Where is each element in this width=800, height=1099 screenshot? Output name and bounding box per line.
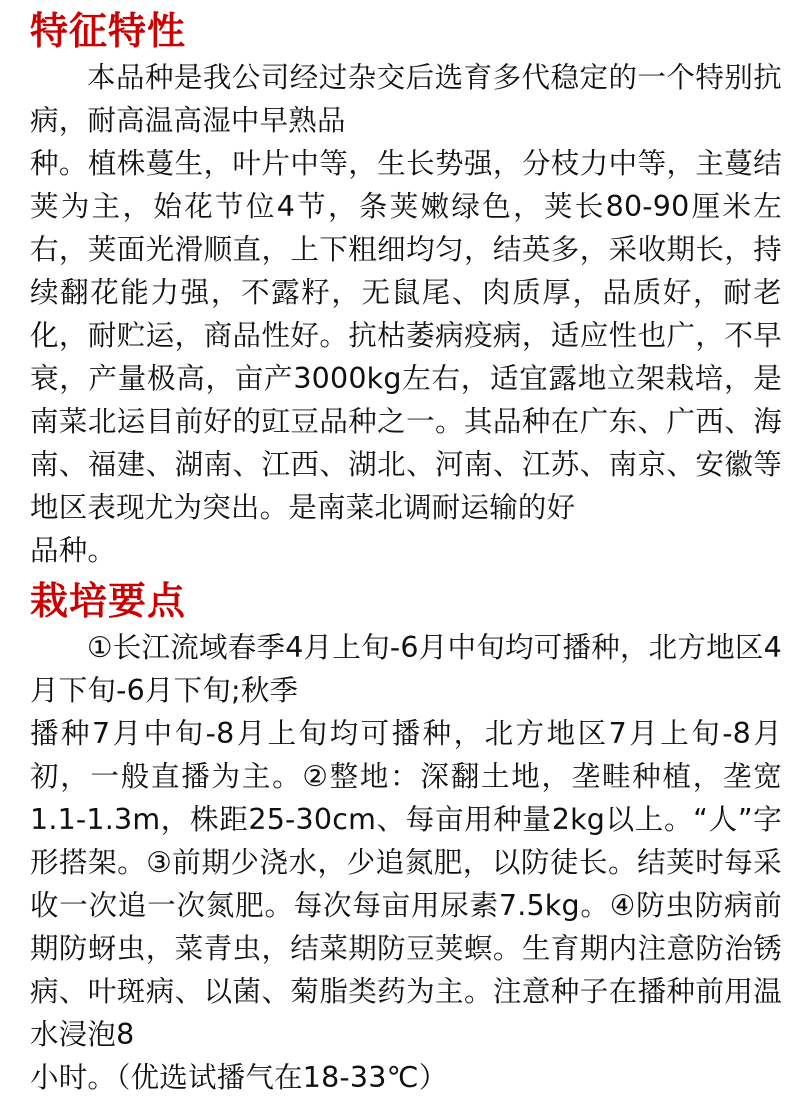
paragraph: 种。植株蔓生，叶片中等，生长势强，分枝力中等，主蔓结荚为主，始花节位4节，条荚嫩绿色，荚长80-90厘米左右，荚面光滑顺直，上下粗细均匀，结英多，采收期长，持续翻花能力强，不露籽，无鼠尾、肉质厚，品质好，耐老化，耐贮运，商品性好。抗枯萎病疫病，适应性也广，不早衰，产量极高，亩产3000kg左右，适宜露地立架栽培，是南菜北运目前好的豇豆品种之一。其品种在广东、广西、海南、福建、湖南、江西、湖北、河南、江苏、南京、安徽等地区表现尤为突出。是南菜北调耐运输的好 <box>30 147 782 524</box>
section-body-cultivation <box>30 626 782 1099</box>
section-body-features <box>30 56 782 572</box>
paragraph: 小时。（优选试播气在18-33℃） <box>30 1061 448 1094</box>
section-heading-cultivation: 栽培要点 <box>30 578 187 623</box>
paragraph: 品种。 <box>30 534 117 567</box>
paragraph: 本品种是我公司经过杂交后选育多代稳定的一个特别抗病，耐高温高湿中早熟品 <box>30 61 782 137</box>
section-heading-features: 特征特性 <box>30 8 187 53</box>
paragraph: 播种7月中旬-8月上旬均可播种，北方地区7月上旬-8月初，一般直播为主。②整地：深翻土地，垄畦种植，垄宽1.1-1.3m，株距25-30cm、每亩用种量2kg以上。“人”字形搭架。③前期少浇水，少追氮肥，以防徒长。结荚时每采收一次追一次氮肥。每次每亩用尿素7.5kg。④防虫防病前期防蚜虫，菜青虫，结菜期防豆荚螟。生育期内注意防治锈病、叶斑病、以菌、菊脂类药为主。注意种子在播种前用温水浸泡8 <box>30 717 782 1051</box>
paragraph: ①长江流域春季4月上旬-6月中旬均可播种，北方地区4月下旬-6月下旬;秋季 <box>30 631 782 707</box>
